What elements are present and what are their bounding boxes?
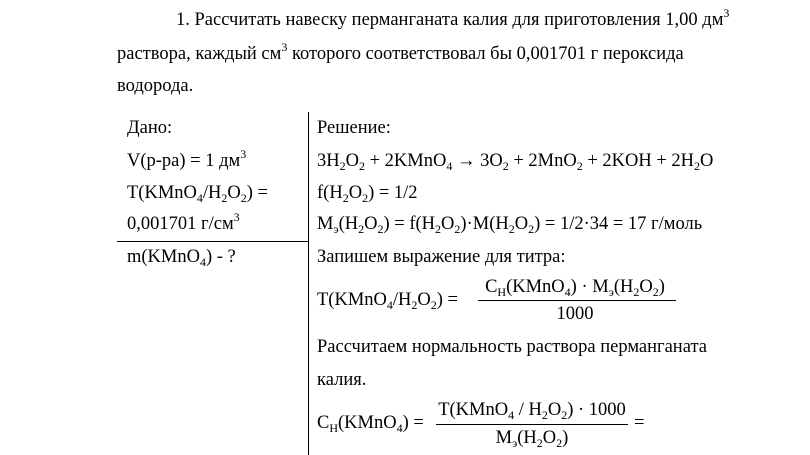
normality-formula-left: $C_Н(KMnO_4)$ = xyxy=(317,413,424,435)
reaction-equation: $3H_2O_2$ + 2KMnO$_4$ → $3O_2 + 2MnO_2 + 2KOH + 2H_2O$ xyxy=(317,151,714,173)
table-divider-horizontal xyxy=(117,241,309,242)
titer-formula-denominator: 1000 xyxy=(556,304,594,324)
titer-intro: Запишем выражение для титра: xyxy=(317,247,566,267)
molar-equivalent-mass: $M_э(H_2O_2) = f(H_2O_2)\cdot M(H_2O_2) = 1/2\cdot 34 = 17$ г/моль xyxy=(317,214,703,236)
given-volume: V(р-ра) = 1 $дм^3$ xyxy=(127,147,247,171)
problem-line-2: раствора, каждый $см^3$ которого соответствовал бы 0,001701 г пероксида xyxy=(117,40,684,64)
normality-formula-denominator: $M_э(H_2O_2)$ xyxy=(495,428,569,450)
normality-formula-equals: = xyxy=(634,413,645,433)
given-find: m(KMnO$_4$) - ? xyxy=(127,247,236,269)
normality-intro-1: Рассчитаем нормальность раствора перманганата xyxy=(317,337,707,357)
titer-fraction-bar xyxy=(478,300,676,301)
table-divider-vertical xyxy=(308,112,309,455)
solution-heading: Решение: xyxy=(317,118,391,138)
titer-formula-numerator: $C_Н(KMnO_4) \cdot M_э(H_2O_2)$ xyxy=(485,277,665,299)
given-titer-value: 0,001701 $г/см^3$ xyxy=(127,210,240,234)
normality-fraction-bar xyxy=(436,424,628,425)
normality-intro-2: калия. xyxy=(317,370,367,390)
given-titer-line: $T(KMnO_4/H_2O_2)$ = xyxy=(127,183,268,205)
equivalence-factor: $f(H_2O_2) = 1/2$ xyxy=(317,183,418,205)
normality-formula-numerator: T(KMnO$_4$ / $H_2O_2) \cdot 1000$ xyxy=(438,400,626,422)
given-heading: Дано: xyxy=(127,118,173,138)
problem-line-3: водорода. xyxy=(117,76,194,96)
problem-line-1: 1. Рассчитать навеску перманганата калия для приготовления 1,00 $дм^3$ xyxy=(176,6,730,30)
titer-formula-left: $T(KMnO_4/H_2O_2)$ = xyxy=(317,290,458,312)
